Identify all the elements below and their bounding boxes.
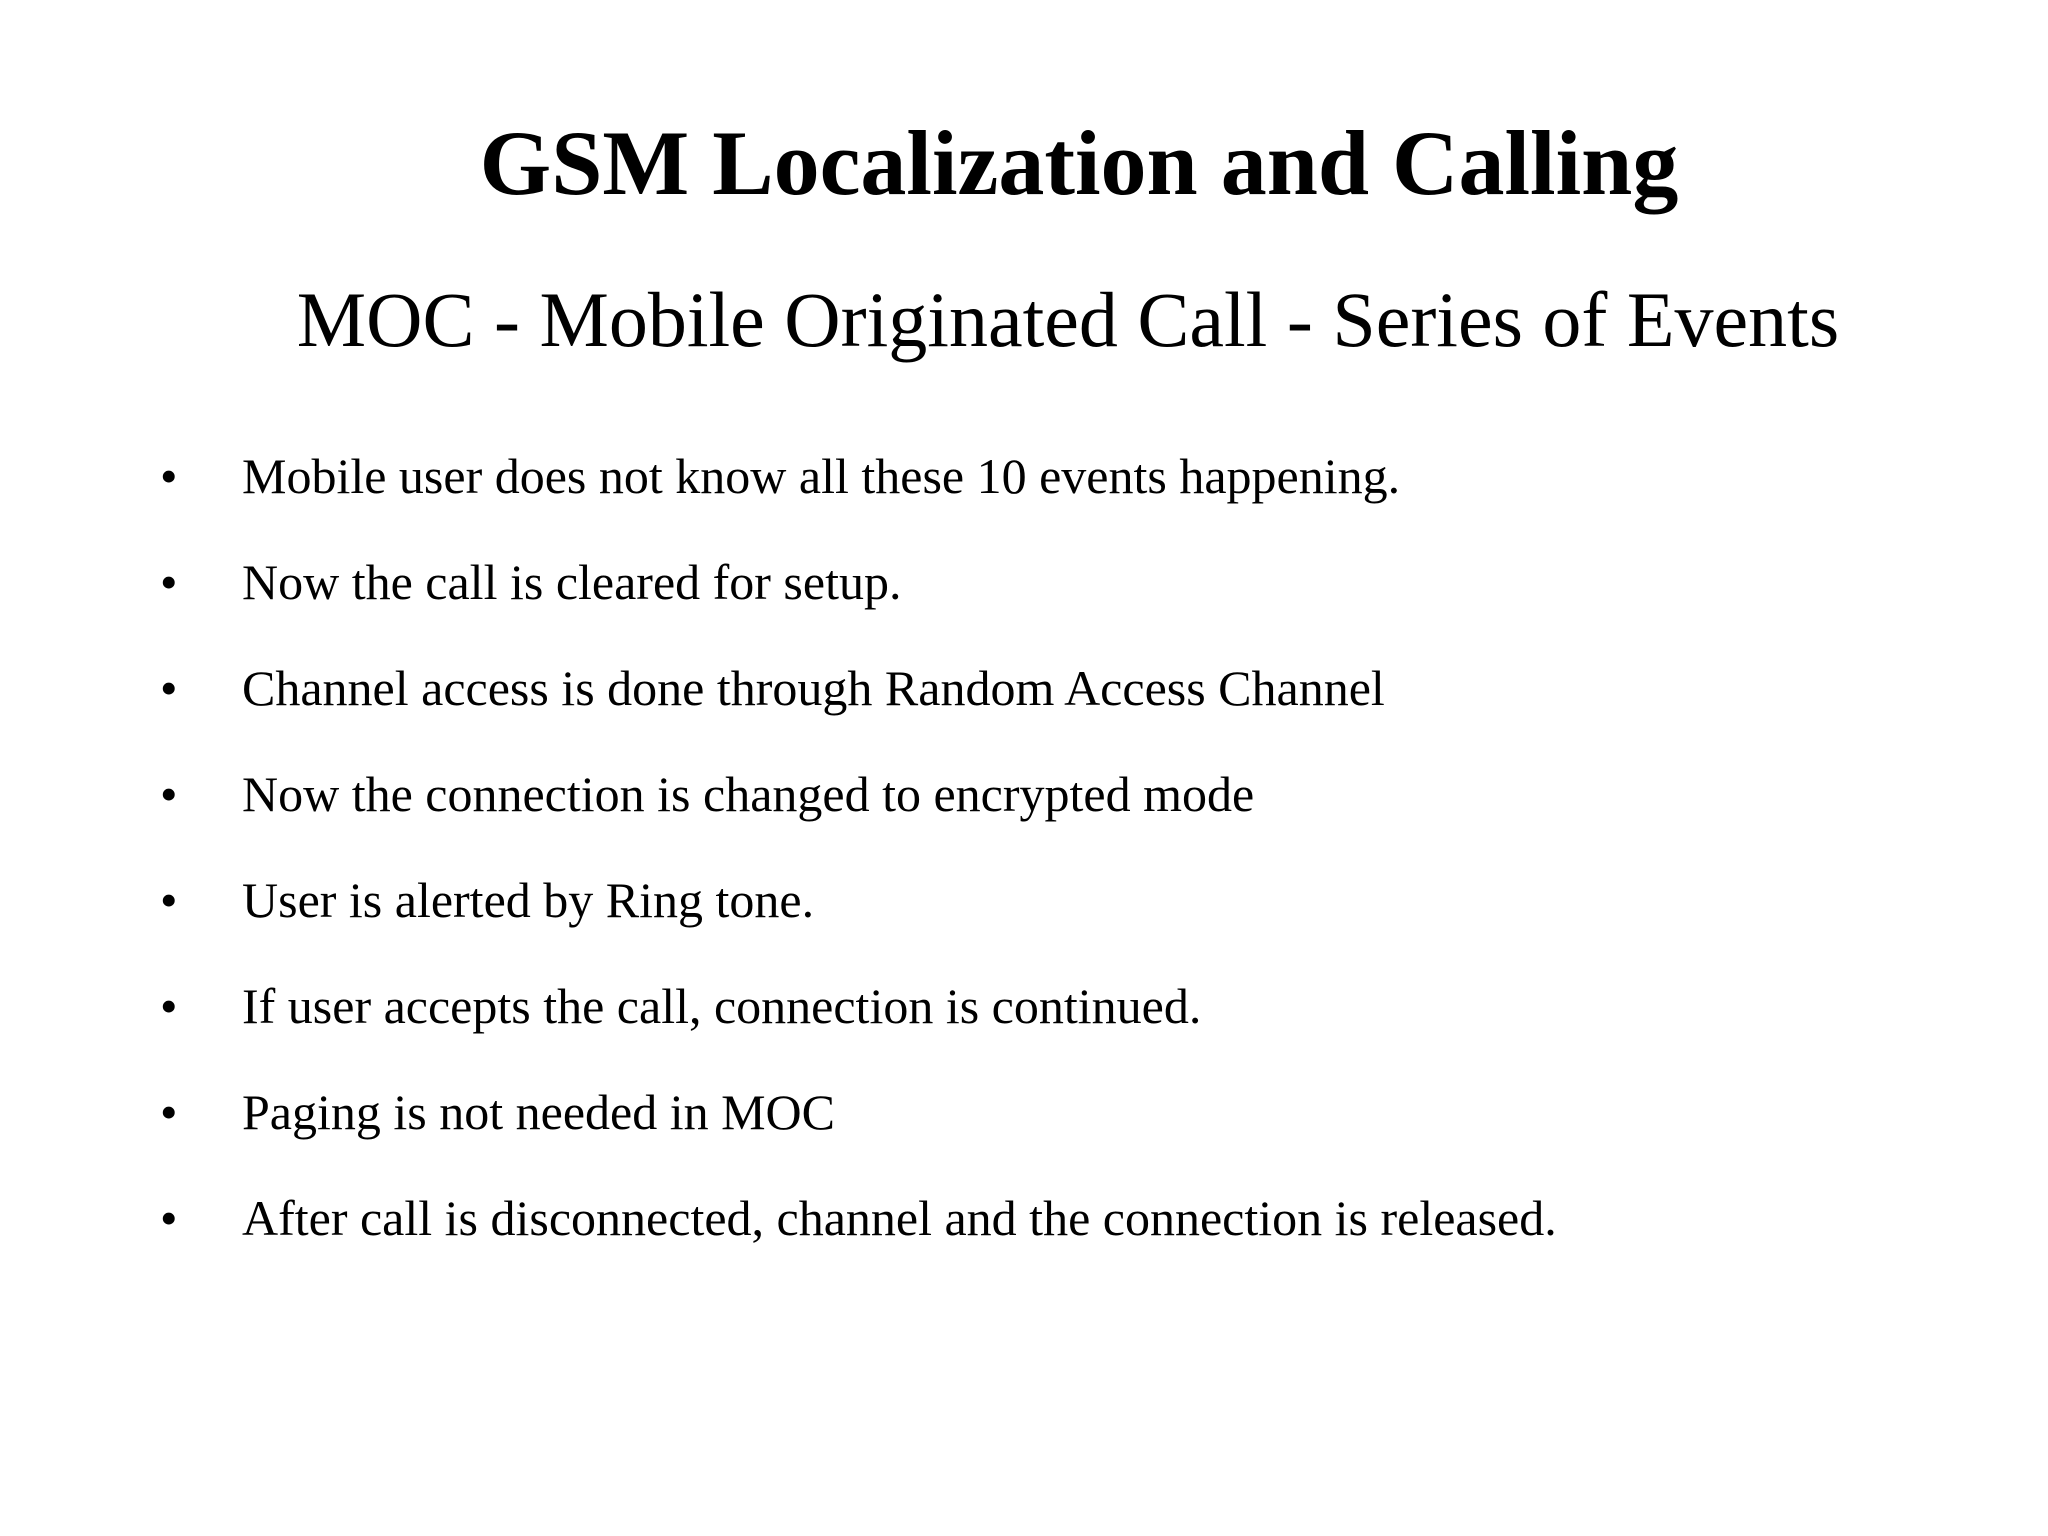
bullet-text: Paging is not needed in MOC <box>242 1084 836 1140</box>
bullet-item <box>0 972 2048 1078</box>
bullet-icon: • <box>160 766 178 822</box>
bullet-icon: • <box>160 1084 178 1140</box>
bullet-item <box>0 1184 2048 1290</box>
bullet-text: Channel access is done through Random Access Channel <box>242 660 1385 716</box>
slide-subtitle: MOC - Mobile Originated Call - Series of Events <box>296 276 1840 363</box>
bullet-item <box>0 760 2048 866</box>
bullet-text: If user accepts the call, connection is continued. <box>242 978 1202 1034</box>
bullet-text: User is alerted by Ring tone. <box>242 872 815 928</box>
bullet-item <box>0 1078 2048 1184</box>
bullet-item <box>0 442 2048 548</box>
bullet-text: After call is disconnected, channel and the connection is released. <box>242 1190 1557 1246</box>
bullet-item <box>0 866 2048 972</box>
bullet-text: Now the connection is changed to encrypted mode <box>242 766 1255 822</box>
bullet-item <box>0 654 2048 760</box>
bullet-text: Mobile user does not know all these 10 events happening. <box>242 448 1401 504</box>
bullet-text: Now the call is cleared for setup. <box>242 554 902 610</box>
bullet-icon: • <box>160 660 178 716</box>
bullet-icon: • <box>160 1190 178 1246</box>
bullet-icon: • <box>160 448 178 504</box>
bullet-icon: • <box>160 872 178 928</box>
bullet-item <box>0 548 2048 654</box>
bullet-list <box>0 442 2048 1290</box>
slide-title: GSM Localization and Calling <box>479 112 1679 214</box>
bullet-icon: • <box>160 978 178 1034</box>
bullet-icon: • <box>160 554 178 610</box>
